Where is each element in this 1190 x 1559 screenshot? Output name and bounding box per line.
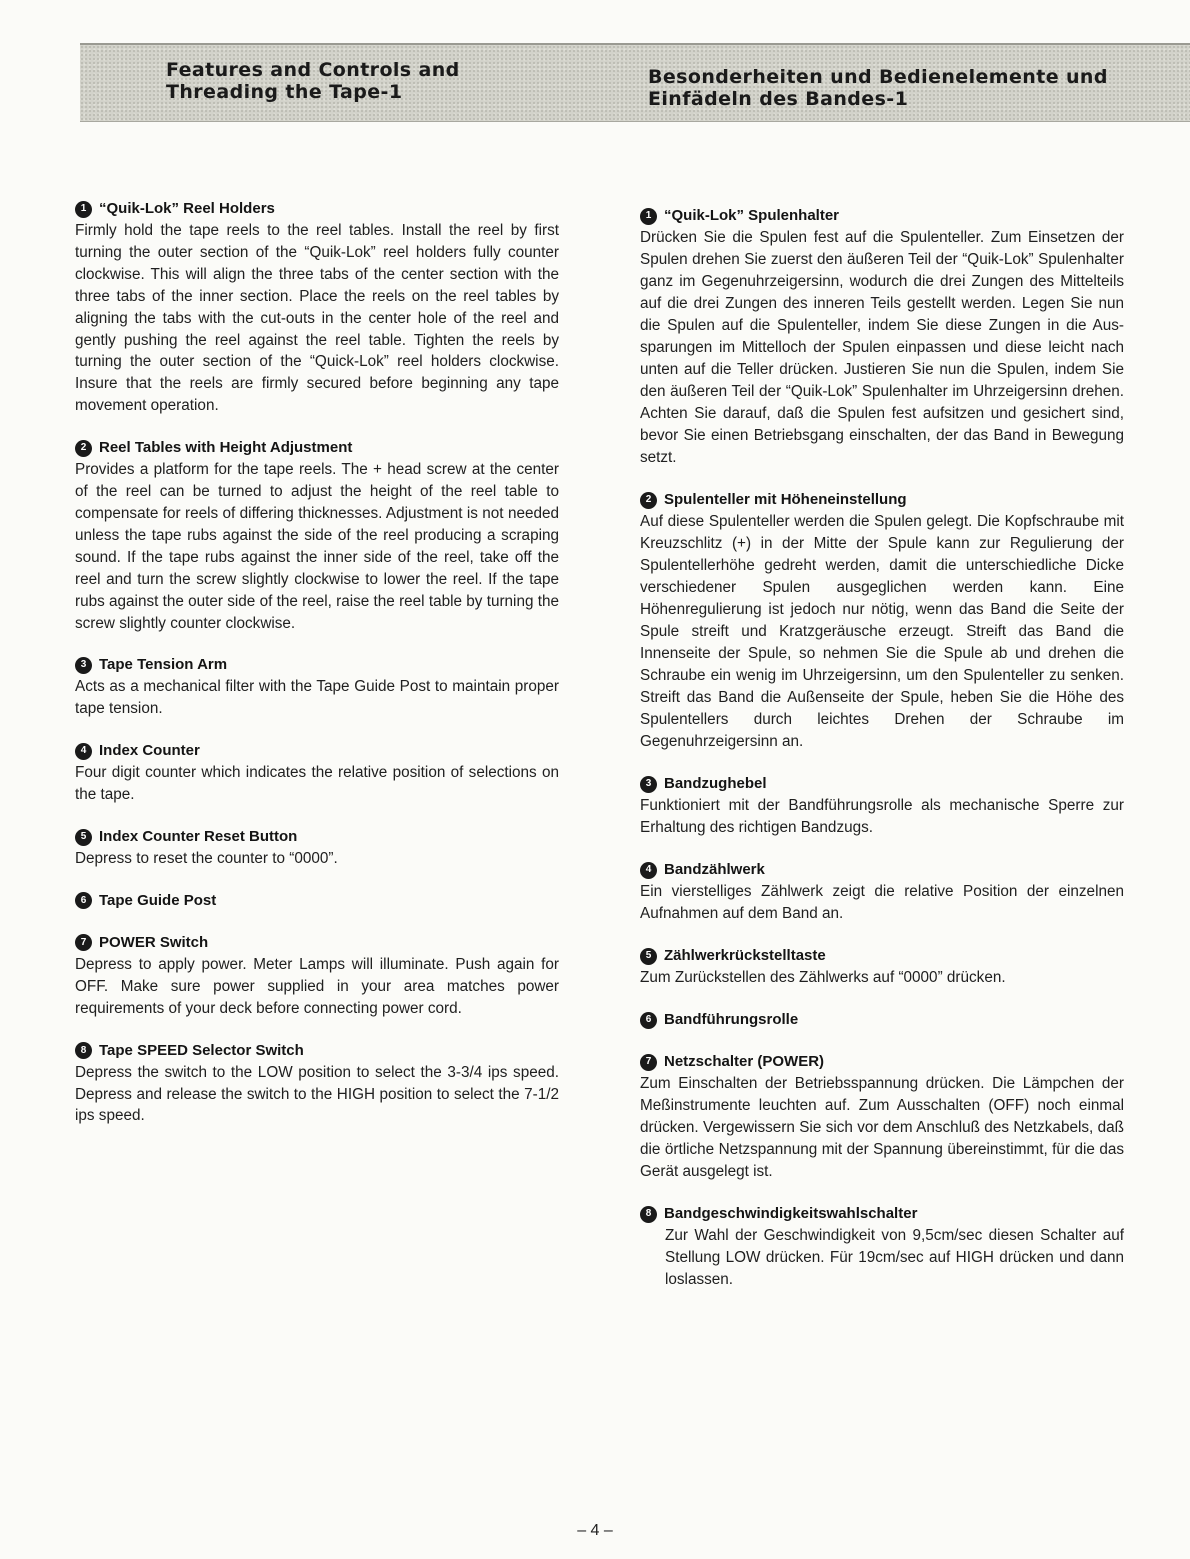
de-section-5-heading [640, 945, 1124, 967]
number-badge-icon: 8 [640, 1206, 657, 1223]
en-section-5-title: Index Counter Reset Button [99, 828, 298, 846]
de-section-2-title: Spulenteller mit Höheneinstellung [664, 491, 907, 508]
de-section-7-title: Netzschalter (POWER) [664, 1053, 825, 1070]
banner-title-english [166, 59, 460, 103]
de-section-6-title: Bandführungsrolle [664, 1011, 799, 1028]
en-section-1-title: “Quik-Lok” Reel Holders [99, 200, 275, 217]
en-section-7-title: POWER Switch [99, 933, 209, 951]
number-badge-icon: 8 [75, 1042, 92, 1059]
banner-title-en-line1: Features and Controls and [166, 59, 460, 81]
number-badge-icon: 2 [75, 440, 92, 457]
en-section-1 [75, 198, 559, 417]
banner-title-german [648, 66, 1108, 110]
de-section-5 [640, 945, 1124, 989]
de-section-1-body: Drücken Sie die Spulen fest auf die Spulenteller. Zum Einsetzen der Spulen drehen Sie zuerst den äußeren Teil der “Quik-Lok” Spulenhalter ganz im Gegenuhrzeigersinn, wodurch die drei Zungen des Mittelteils auf die drei Zungen des inneren Teils gestellt werden. Legen Sie nun die Spulen auf die Spulenteller, indem Sie diese Zungen in die Aussparungen im Mittelloch der Spulen einpassen und diese leicht nach unten auf die Teller drücken. Justieren Sie nun die Spulen, indem Sie den äußeren Teil der “Quik-Lok” Spulenhalter im Uhrzeigersinn drehen. Achten Sie darauf, daß die Spulen fest aufsitzen und gesichert sind, bevor Sie einen Betriebsgang einschalten, der das Band in Bewegung setzt. [640, 229, 1124, 466]
page-number: – 4 – [577, 1522, 613, 1539]
en-section-2-body: Provides a platform for the tape reels. The + head screw at the center of the reel can be turned to adjust the height of the reel table to compensate for reels of differing thicknesses. Adjustment is not needed unless the tape rubs against the side of the reel producing a scraping sound. If the tape rubs against the inner side of the reel, take off the reel and turn the screw slightly clockwise to lower the reel. If the tape rubs against the outer side of the reel, raise the reel table by turning the screw slightly counter clockwise. [75, 461, 559, 632]
en-section-1-heading [75, 198, 559, 220]
en-section-5-heading [75, 826, 559, 848]
de-section-8-body: Zur Wahl der Geschwindigkeit von 9,5cm/sec diesen Schalter auf Stellung LOW drücken. Für 19cm/sec auf HIGH drücken und dann loslassen. [665, 1227, 1124, 1288]
de-section-8-heading [640, 1203, 1124, 1225]
en-section-7-heading [75, 932, 559, 954]
number-badge-icon: 6 [75, 892, 92, 909]
en-section-4-heading [75, 740, 559, 762]
number-badge-icon: 1 [640, 208, 657, 225]
en-section-7-body: Depress to apply power. Meter Lamps will illuminate. Push again for OFF. Make sure power supplied in your area matches power requirements of your deck before connecting power cord. [75, 955, 559, 1017]
de-section-4-title: Bandzählwerk [664, 861, 765, 878]
en-section-7 [75, 932, 559, 1020]
de-section-6 [640, 1009, 1124, 1031]
number-badge-icon: 1 [75, 201, 92, 218]
banner-title-de-line2: Einfädeln des Bandes-1 [648, 88, 909, 110]
banner-title-en-line2: Threading the Tape-1 [166, 81, 403, 103]
de-section-3-title: Bandzughebel [664, 775, 767, 792]
number-badge-icon: 4 [640, 862, 657, 879]
number-badge-icon: 7 [640, 1054, 657, 1071]
en-section-3-heading [75, 654, 559, 676]
de-section-4-heading [640, 859, 1124, 881]
en-section-5 [75, 826, 559, 870]
de-section-1 [640, 205, 1124, 469]
de-section-1-title: “Quik-Lok” Spulenhalter [664, 207, 840, 224]
en-section-4-body: Four digit counter which indicates the relative position of selections on the tape. [75, 764, 559, 804]
de-section-3-body: Funktioniert mit der Bandführungsrolle als mechanische Sperre zur Erhaltung des richtigen Bandzugs. [640, 797, 1124, 836]
en-section-4 [75, 740, 559, 806]
de-section-8-title: Bandgeschwindigkeitswahlschalter [664, 1205, 918, 1222]
header-banner [80, 43, 1190, 122]
banner-title-de-line1: Besonderheiten und Bedienelemente und [648, 66, 1108, 88]
de-section-4-body: Ein vierstelliges Zählwerk zeigt die relative Position der einzelnen Aufnahmen auf dem Band an. [640, 883, 1124, 922]
number-badge-icon: 5 [75, 829, 92, 846]
number-badge-icon: 5 [640, 948, 657, 965]
de-section-4 [640, 859, 1124, 925]
de-section-2-heading [640, 489, 1124, 511]
en-section-3-body: Acts as a mechanical filter with the Tape Guide Post to maintain proper tape tension. [75, 678, 559, 718]
de-section-3 [640, 773, 1124, 839]
en-section-8-heading [75, 1040, 559, 1062]
en-section-3 [75, 654, 559, 720]
de-section-8 [640, 1203, 1124, 1291]
en-section-8-body: Depress the switch to the LOW position to select the 3-3/4 ips speed. Depress and release the switch to the HIGH position to select the 7-1/2 ips speed. [75, 1063, 559, 1125]
number-badge-icon: 3 [640, 776, 657, 793]
en-section-1-body: Firmly hold the tape reels to the reel tables. Install the reel by first turning the outer section of the “Quik-Lok” reel holders fully counter clockwise. This will align the three tabs of the center section with the three tabs of the inner section. Place the reels on the reel tables by aligning the tabs with the cut-outs in the center hole of the reel and gently pushing the reel against the reel table. Tighten the reels by turning the outer section of the “Quick-Lok” reel holders clockwise. Insure that the reels are firmly secured before beginning any tape movement operation. [75, 222, 559, 415]
en-section-4-title: Index Counter [99, 742, 200, 760]
en-section-8 [75, 1040, 559, 1128]
number-badge-icon: 3 [75, 657, 92, 674]
de-section-7-heading [640, 1051, 1124, 1073]
de-section-6-heading [640, 1009, 1124, 1031]
de-section-5-title: Zählwerkrückstelltaste [664, 947, 826, 964]
en-section-6-heading [75, 890, 559, 912]
number-badge-icon: 4 [75, 743, 92, 760]
de-section-2 [640, 489, 1124, 753]
number-badge-icon: 6 [640, 1012, 657, 1029]
de-section-2-body: Auf diese Spulenteller werden die Spulen gelegt. Die Kopfschraube mit Kreuzschlitz (+) in der Mitte der Spule kann zur Regulierung der Spulentellerhöhe gedreht werden, damit die unterschiedliche Dicke verschiedener Spulen ausgeglichen werden kann. Eine Höhenregulierung ist jedoch nur nötig, wenn das Band die Seite der Spule streift und Kratzgeräusche erzeugt. Streift das Band die Innenseite der Spule, so nehmen Sie die Spule ab und drehen die Schraube ein wenig im Uhrzeigersinn, um den Spulenteller zu senken. Streift das Band die Außenseite der Spule, heben Sie die Höhe des Spulentellers durch leichtes Drehen der Schraube im Gegenuhrzeigersinn an. [640, 513, 1124, 750]
number-badge-icon: 2 [640, 492, 657, 509]
en-section-6 [75, 890, 559, 912]
number-badge-icon: 7 [75, 934, 92, 951]
en-section-5-body: Depress to reset the counter to “0000”. [75, 850, 338, 868]
en-section-8-title: Tape SPEED Selector Switch [99, 1041, 304, 1059]
de-section-7-body: Zum Einschalten der Betriebsspannung drücken. Die Lämpchen der Meßinstrumente leuchten auf. Zum Ausschalten (OFF) noch einmal drücken. Vergewissern Sie sich vor dem Anschluß des Netzkabels, daß die örtliche Netzspannung mit der Spannung übereinstimmt, für die das Gerät ausgelegt ist. [640, 1075, 1124, 1180]
en-section-2-title: Reel Tables with Height Adjustment [99, 439, 353, 457]
de-section-7 [640, 1051, 1124, 1183]
german-column [640, 205, 1124, 1311]
de-section-5-body: Zum Zurückstellen des Zählwerks auf “0000” drücken. [640, 969, 1006, 986]
en-section-2 [75, 437, 559, 634]
de-section-3-heading [640, 773, 1124, 795]
en-section-2-heading [75, 437, 559, 459]
english-column [75, 198, 559, 1147]
en-section-3-title: Tape Tension Arm [99, 656, 228, 674]
de-section-1-heading [640, 205, 1124, 227]
en-section-6-title: Tape Guide Post [99, 891, 217, 909]
